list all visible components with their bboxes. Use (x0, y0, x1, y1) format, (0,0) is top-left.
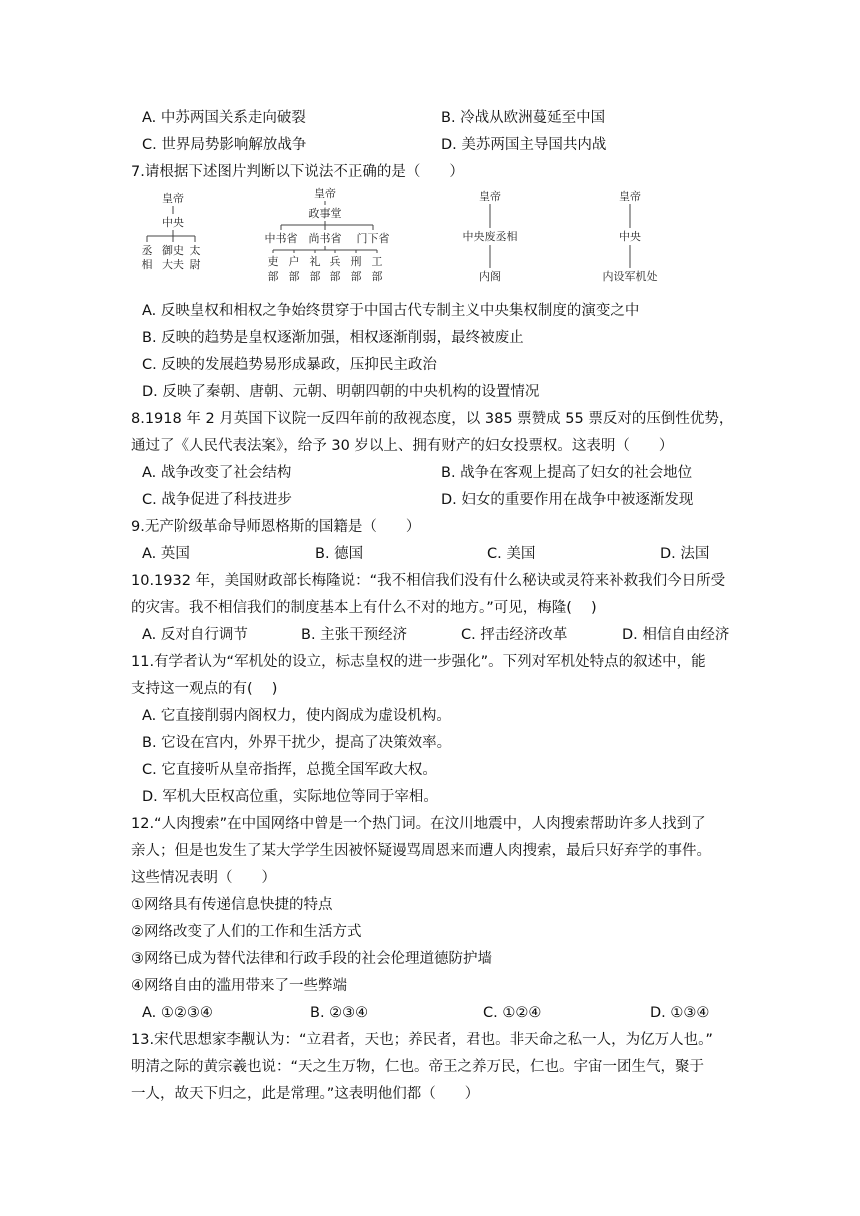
d1-top: 皇帝 (162, 192, 184, 205)
d2-b3b: 部 (309, 270, 321, 283)
q12-item-3: ③网络已成为替代法律和行政手段的社会伦理道德防护墙 (131, 951, 492, 967)
d2-mid: 政事堂 (308, 207, 342, 220)
d2-b4a: 兵 (329, 255, 341, 268)
q12-stem-line2: 亲人；但是也发生了某大学学生因被怀疑谩骂周恩来而遭人肉搜索，最后只好弃学的事件。 (131, 843, 711, 859)
d3-mid: 中央废丞相 (462, 230, 518, 243)
q11-stem-line2: 支持这一观点的有( ) (131, 681, 278, 697)
d2-b4b: 部 (329, 270, 341, 283)
q9-option-b: B. 德国 (315, 546, 364, 562)
d4-bot: 内设军机处 (602, 270, 658, 283)
diagram-ming (445, 188, 535, 288)
q10-option-a: A. 反对自行调节 (142, 627, 248, 643)
q6-option-a: A. 中苏两国关系走向破裂 (142, 110, 306, 126)
diagram-qin (135, 190, 205, 285)
q13-stem-line2: 明清之际的黄宗羲也说：“天之生万物，仁也。帝王之养万民，仁也。宇宙一团生气，聚于 (131, 1059, 705, 1075)
d2-b6b: 部 (371, 270, 383, 283)
d1-c2a: 御史 (162, 244, 184, 257)
q12-item-2: ②网络改变了人们的工作和生活方式 (131, 924, 362, 940)
q8-option-c: C. 战争促进了科技进步 (142, 492, 292, 508)
q6-option-c: C. 世界局势影响解放战争 (142, 137, 307, 153)
q12-option-d: D. ①③④ (650, 1005, 710, 1021)
q12-option-a: A. ①②③④ (142, 1005, 213, 1021)
q10-option-b: B. 主张干预经济 (301, 627, 408, 643)
q9-option-d: D. 法国 (660, 546, 710, 562)
d2-b5b: 部 (350, 270, 362, 283)
diagram-qing (585, 188, 675, 288)
d1-c2b: 大夫 (162, 258, 184, 271)
d2-s3: 门下省 (356, 232, 390, 245)
q7-stem: 7.请根据下述图片判断以下说法不正确的是（ ） (131, 164, 464, 180)
d4-top: 皇帝 (619, 190, 641, 203)
q12-item-1: ①网络具有传递信息快捷的特点 (131, 897, 333, 913)
q6-option-d: D. 美苏两国主导国共内战 (441, 137, 607, 153)
d2-b6a: 工 (371, 255, 383, 268)
d2-s1: 中书省 (264, 232, 298, 245)
d2-top: 皇帝 (314, 187, 336, 200)
diagram-tang (255, 185, 395, 290)
q7-option-a: A. 反映皇权和相权之争始终贯穿于中国古代专制主义中央集权制度的演变之中 (142, 303, 640, 319)
d2-s2: 尚书省 (308, 232, 342, 245)
d3-top: 皇帝 (479, 190, 501, 203)
d2-b3a: 礼 (309, 255, 321, 268)
q8-option-d: D. 妇女的重要作用在战争中被逐渐发现 (441, 492, 694, 508)
q11-option-c: C. 它直接听从皇帝指挥，总揽全国军政大权。 (142, 762, 437, 778)
d4-mid: 中央 (619, 230, 641, 243)
d3-bot: 内阁 (479, 270, 501, 283)
d2-b2b: 部 (288, 270, 300, 283)
q12-stem-line3: 这些情况表明（ ） (131, 870, 276, 886)
q9-stem: 9.无产阶级革命导师恩格斯的国籍是（ ） (131, 519, 421, 535)
q9-option-c: C. 美国 (487, 546, 536, 562)
d2-b1a: 吏 (267, 255, 279, 268)
q12-option-c: C. ①②④ (483, 1005, 542, 1021)
q11-option-a: A. 它直接削弱内阁权力，使内阁成为虚设机构。 (142, 708, 451, 724)
q12-stem-line1: 12.“人肉搜索”在中国网络中曾是一个热门词。在汶川地震中，人肉搜索帮助许多人找到了 (131, 816, 706, 832)
q8-stem-line2: 通过了《人民代表法案》，给予 30 岁以上、拥有财产的妇女投票权。这表明（ ） (131, 438, 674, 454)
q7-option-b: B. 反映的趋势是皇权逐渐加强，相权逐渐削弱，最终被废止 (142, 330, 524, 346)
q7-option-d: D. 反映了秦朝、唐朝、元朝、明朝四朝的中央机构的设置情况 (142, 384, 540, 400)
q10-option-c: C. 抨击经济改革 (461, 627, 568, 643)
d1-mid: 中央 (162, 216, 184, 229)
d2-b2a: 户 (288, 255, 300, 268)
q10-stem-line2: 的灾害。我不相信我们的制度基本上有什么不对的地方。”可见，梅隆( ) (131, 600, 597, 616)
q13-stem-line1: 13.宋代思想家李觏认为：“立君者，天也；养民者，君也。非天命之私一人，为亿万人也。” (131, 1032, 713, 1048)
q8-option-a: A. 战争改变了社会结构 (142, 465, 292, 481)
d1-c1a: 丞 (141, 244, 153, 257)
q10-option-d: D. 相信自由经济 (622, 627, 730, 643)
q7-option-c: C. 反映的发展趋势易形成暴政，压抑民主政治 (142, 357, 437, 373)
q6-option-b: B. 冷战从欧洲蔓延至中国 (441, 110, 606, 126)
q10-stem-line1: 10.1932 年，美国财政部长梅隆说：“我不相信我们没有什么秘诀或灵符来补救我们今日所受 (131, 573, 726, 589)
q8-stem-line1: 8.1918 年 2 月英国下议院一反四年前的敌视态度，以 385 票赞成 55 票反对的压倒性优势， (131, 411, 734, 427)
q12-item-4: ④网络自由的滥用带来了一些弊端 (131, 978, 347, 994)
q11-option-b: B. 它设在宫内，外界干扰少，提高了决策效率。 (142, 735, 452, 751)
q13-stem-line3: 一人，故天下归之，此是常理。”这表明他们都（ ） (131, 1086, 480, 1102)
d1-c3b: 尉 (189, 258, 201, 271)
q11-option-d: D. 军机大臣权高位重，实际地位等同于宰相。 (142, 789, 438, 805)
d2-b5a: 刑 (350, 255, 362, 268)
d2-b1b: 部 (267, 270, 279, 283)
q9-option-a: A. 英国 (142, 546, 190, 562)
d1-c3a: 太 (189, 244, 201, 257)
d1-c1b: 相 (141, 258, 153, 271)
q12-option-b: B. ②③④ (310, 1005, 369, 1021)
q11-stem-line1: 11.有学者认为“军机处的设立，标志皇权的进一步强化”。下列对军机处特点的叙述中，能 (131, 654, 706, 670)
q8-option-b: B. 战争在客观上提高了妇女的社会地位 (441, 465, 693, 481)
